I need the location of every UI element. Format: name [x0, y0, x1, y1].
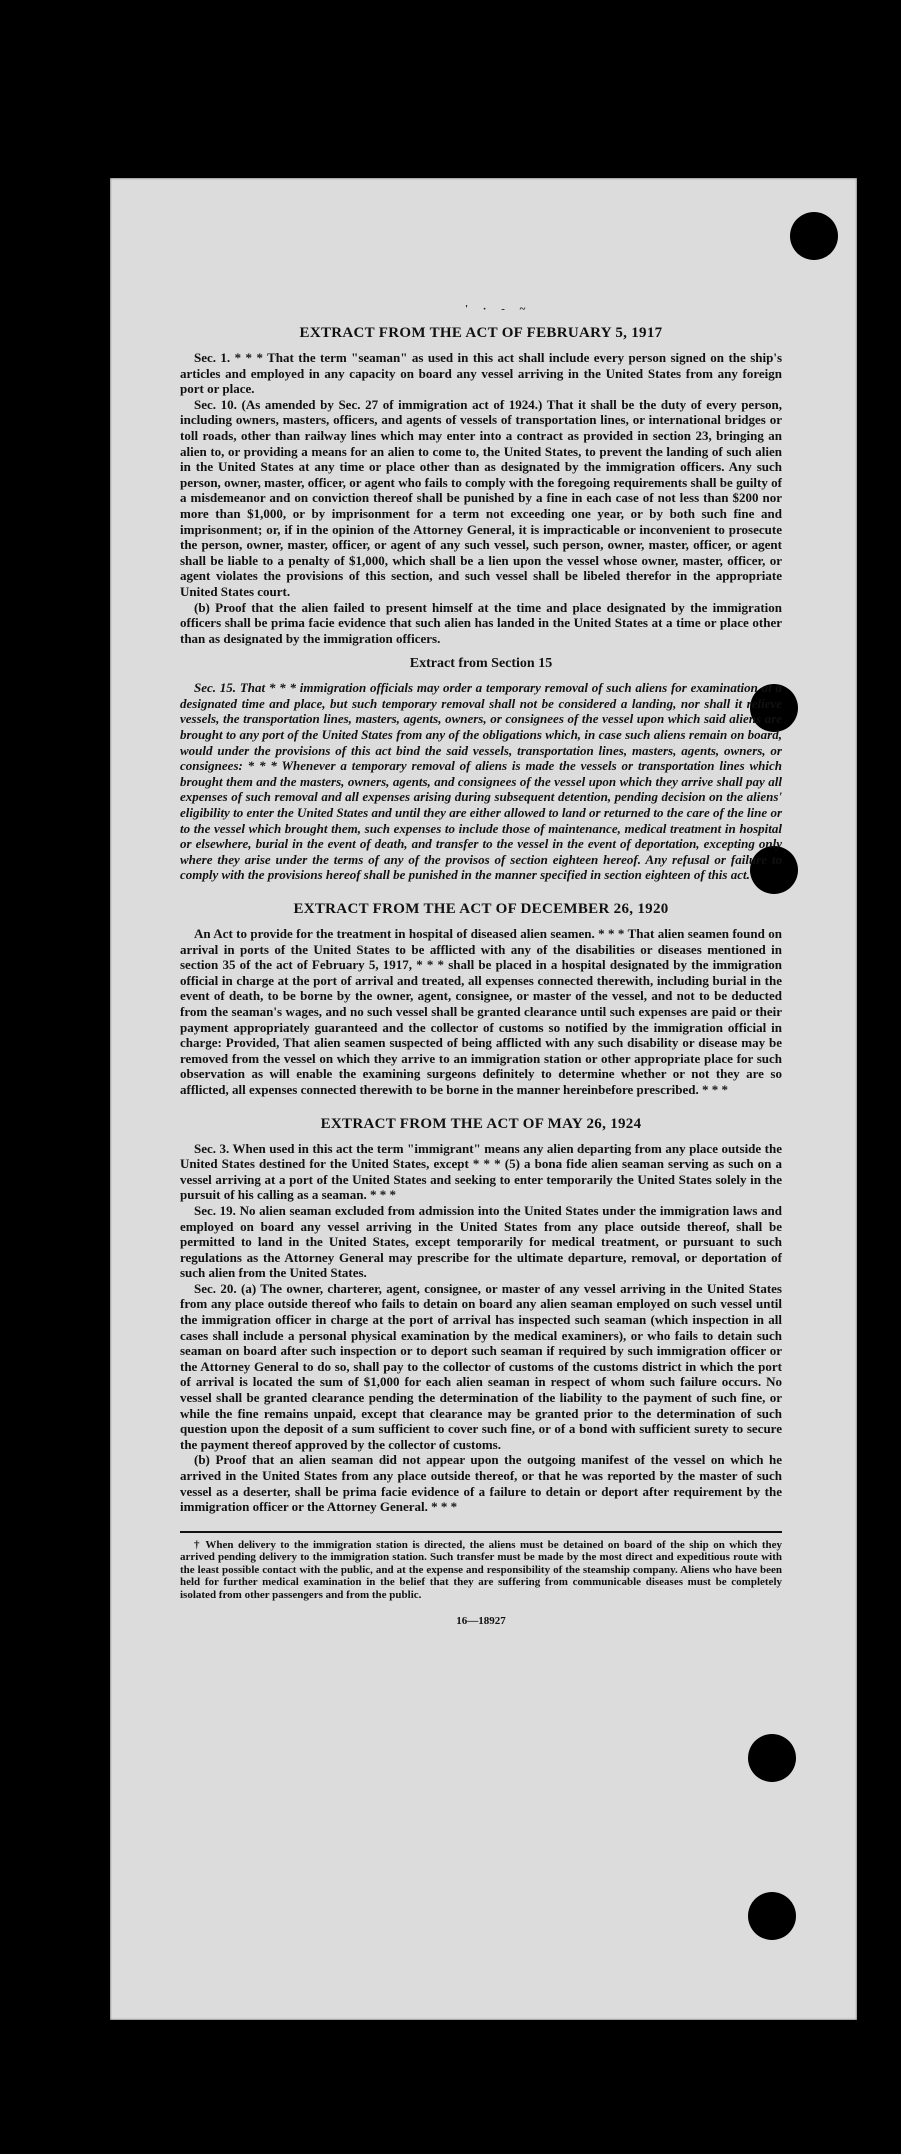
- footnote-divider: [180, 1531, 782, 1533]
- punch-hole: [748, 1892, 796, 1940]
- section-heading: EXTRACT FROM THE ACT OF MAY 26, 1924: [320, 1115, 642, 1132]
- section-body: [180, 1141, 782, 1515]
- section-body: [180, 680, 782, 883]
- paragraph: Sec. 19. No alien seaman excluded from admission into the United States under the immigration laws and employed on board any vessel arriving in the United States from any place outside thereof, shall be permitted to land in the United States, except temporarily for medical treatment, or pursuant to such regulations as the Attorney General may prescribe for the ultimate departure, removal, or deportation of such alien from the United States.: [180, 1202, 782, 1281]
- form-code: 16—18927: [456, 1615, 506, 1628]
- punch-hole: [748, 1734, 796, 1782]
- paragraph: (b) Proof that an alien seaman did not appear upon the outgoing manifest of the vessel on which he arrived in the United States from any place outside thereof, or that he was reported by the master of such vessel as a deserter, shall be prima facie evidence of a failure to detain or deport after requirement by the immigration officer or the Attorney General. * * *: [180, 1452, 782, 1515]
- paragraph: Sec. 1. * * * That the term "seaman" as used in this act shall include every person signed on the ship's articles and employed in any capacity on board any vessel arriving in the United States from any foreign port or place.: [180, 350, 782, 397]
- section-subheading: Extract from Section 15: [409, 656, 553, 672]
- paragraph: Sec. 3. When used in this act the term "immigrant" means any alien departing from any place outside the United States destined for the United States, except * * * (5) a bona fide alien seaman serving as such on a vessel arriving at a port of the United States and seeking to enter temporarily the United States solely in the pursuit of his calling as a seaman. * * *: [180, 1140, 782, 1203]
- document-content: [180, 325, 782, 1627]
- paragraph: An Act to provide for the treatment in hospital of diseased alien seamen. * * * That alien seamen found on arrival in ports of the United States to be afflicted with any of the disabilities or diseases mentioned in section 35 of the act of February 5, 1917, * * * shall be placed in a hospital designated by the immigration official in charge at the port of arrival and treated, all expenses connected therewith, including burial in the event of death, to be borne by the owner, agent, consignee, or master of the vessel, and not to be deducted from the seaman's wages, and no such vessel shall be granted clearance until such expenses are paid or their payment appropriately guaranteed and the collector of customs so notified by the immigration official in charge: Provided, That alien seamen suspected of being afflicted with any such disability or disease may be removed from the vessel on which they arrive to an immigration station or other appropriate place for such observation as will enable the examining surgeons definitely to determine whether or not they are so afflicted, all expenses connected therewith to be borne in the manner hereinbefore prescribed. * * *: [180, 926, 782, 1097]
- section-heading: EXTRACT FROM THE ACT OF DECEMBER 26, 1920: [293, 901, 669, 917]
- footnote: † When delivery to the immigration station is directed, the aliens must be detained on board of the ship on which they arrived pending delivery to the immigration station. Such transfer must be made by the most direct and expeditious route with the least possible contact with the public, and at the expense and responsibility of the steamship company. Aliens who have been held for further medical examination in the belief that they are suffering from communicable diseases must be completely isolated from other passengers and from the public.: [180, 1538, 782, 1601]
- print-specks: ' · - ~: [465, 303, 532, 315]
- section-body: [180, 926, 782, 1098]
- paragraph: Sec. 20. (a) The owner, charterer, agent, consignee, or master of any vessel arriving in the United States from any place outside thereof who fails to detain on board any alien seaman employed on such vessel until the immigration officer in charge at the port of arrival has inspected such seaman (which inspection in all cases shall include a personal physical examination by the medical examiners), or who fails to detain such seaman on board after such inspection or to deport such seaman if required by such immigration officer or the Attorney General to do so, shall pay to the collector of customs of the customs district in which the port of arrival is located the sum of $1,000 for each alien seaman in respect of whom such failure occurs. No vessel shall be granted clearance pending the determination of the liability to the payment of such fine, or while the fine remains unpaid, except that clearance may be granted prior to the determination of such question upon the deposit of a sum sufficient to cover such fine, or of a bond with sufficient surety to secure the payment thereof approved by the collector of customs.: [180, 1280, 782, 1452]
- paragraph: Sec. 15. That * * * immigration officials may order a temporary removal of such aliens for examination at a designated time and place, but such temporary removal shall not be considered a landing, nor shall it relieve vessels, the transportation lines, masters, agents, owners, or consignees of the vessel upon which said aliens are brought to any port of the United States from any of the obligations which, in case such aliens remain on board, would under the provisions of this act bind the said vessels, transportation lines, masters, agents, owners, or consignees: * * * Whenever a temporary removal of aliens is made the vessels or transportation lines which brought them and the masters, owners, agents, and consignees of the vessel upon which they arrive shall pay all expenses of such removal and all expenses arising during subsequent detention, pending decision on the aliens' eligibility to enter the United States and until they are either allowed to land or returned to the care of the line or to the vessel which brought them, such expenses to include those of maintenance, medical treatment in hospital or elsewhere, burial in the event of death, and transfer to the vessel in the event of deportation, excepting only where they arise under the terms of any of the provisos of section eighteen hereof. Any refusal or failure to comply with the provisions hereof shall be punished in the manner specified in section eighteen of this act.: [180, 680, 782, 883]
- paragraph: (b) Proof that the alien failed to present himself at the time and place designated by the immigration officers shall be prima facie evidence that such alien has landed in the United States at a time or place other than as designated by the immigration officers.: [180, 599, 782, 646]
- paragraph: Sec. 10. (As amended by Sec. 27 of immigration act of 1924.) That it shall be the duty of every person, including owners, masters, officers, and agents of vessels of transportation lines, or international bridges or toll roads, other than railway lines which may enter into a contract as provided in section 23, bringing an alien to, or providing a means for an alien to come to, the United States, to prevent the landing of such alien in the United States at any time or place other than as designated by the immigration officers. Any such person, owner, master, officer, or agent who fails to comply with the foregoing requirements shall be guilty of a misdemeanor and on conviction thereof shall be punished by a fine in each case of not less than $200 nor more than $1,000, or by imprisonment for a term not exceeding one year, or by both such fine and imprisonment; or, if in the opinion of the Attorney General, it is impracticable or inconvenient to prosecute the person, owner, master, officer, or agent of any such vessel, such person, owner, master, officer, or agent shall be liable to a penalty of $1,000, which shall be a lien upon the vessel whose owner, master, officer, or agent violates the provisions of this section, and such vessel shall be libeled therefor in the appropriate United States court.: [180, 396, 782, 599]
- section-body: [180, 350, 782, 646]
- punch-hole: [790, 212, 838, 260]
- section-heading: EXTRACT FROM THE ACT OF FEBRUARY 5, 1917: [299, 325, 663, 341]
